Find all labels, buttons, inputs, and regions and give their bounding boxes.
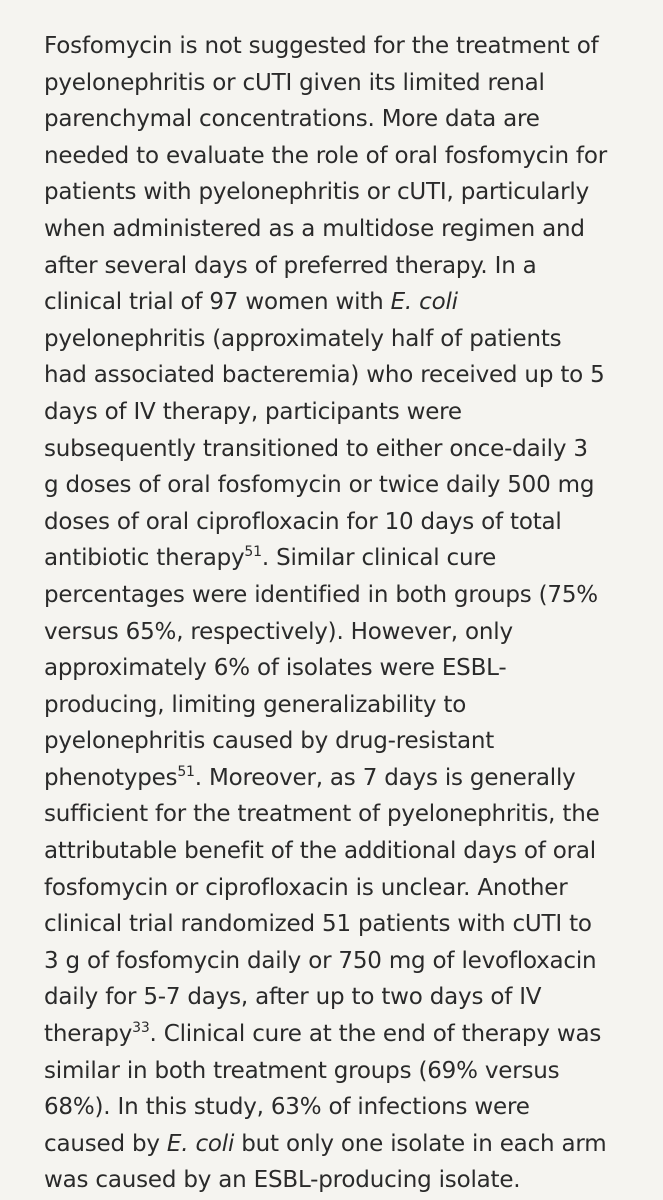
text-line: days of IV therapy, participants were (44, 398, 462, 425)
text-line: phenotypes$^{51}$. Moreover, as 7 days is generally (44, 763, 576, 791)
text-line: versus 65%, respectively). However, only (44, 618, 513, 645)
text-line: doses of oral ciprofloxacin for 10 days of total (44, 508, 562, 535)
text-line: when administered as a multidose regimen and (44, 215, 585, 242)
text-line: antibiotic therapy$^{51}$. Similar clinical cure (44, 544, 497, 572)
text-line: fosfomycin or ciprofloxacin is unclear. Another (44, 874, 568, 901)
text-line: had associated bacteremia) who received up to 5 (44, 362, 605, 389)
text-line: similar in both treatment groups (69% versus (44, 1057, 560, 1084)
text-line: clinical trial of 97 women with E. coli (44, 289, 458, 316)
text-line: therapy$^{33}$. Clinical cure at the end of therapy was (44, 1020, 602, 1048)
text-line: parenchymal concentrations. More data are (44, 106, 540, 133)
text-line: 3 g of fosfomycin daily or 750 mg of levofloxacin (44, 947, 597, 974)
text-line: producing, limiting generalizability to (44, 691, 467, 718)
citation-superscript: 51 (177, 763, 195, 780)
text-line: approximately 6% of isolates were ESBL- (44, 655, 507, 682)
text-line: was caused by an ESBL-producing isolate. (44, 1167, 521, 1194)
text-line: 68%). In this study, 63% of infections were (44, 1094, 530, 1121)
text-line: needed to evaluate the role of oral fosfomycin for (44, 142, 607, 169)
text-line: daily for 5-7 days, after up to two days of IV (44, 984, 542, 1011)
text-line: attributable benefit of the additional days of oral (44, 838, 596, 865)
text-line: caused by E. coli but only one isolate in each arm (44, 1130, 607, 1157)
text-line: clinical trial randomized 51 patients with cUTI to (44, 911, 592, 938)
text-line: pyelonephritis (approximately half of patients (44, 325, 562, 352)
organism-name: E. coli (166, 1130, 235, 1157)
text-line: pyelonephritis caused by drug-resistant (44, 728, 495, 755)
text-line: pyelonephritis or cUTI given its limited renal (44, 69, 545, 96)
text-line: subsequently transitioned to either once-daily 3 (44, 435, 588, 462)
text-line: patients with pyelonephritis or cUTI, particularly (44, 179, 590, 206)
text-line: Fosfomycin is not suggested for the treatment of (44, 33, 599, 59)
text-line: g doses of oral fosfomycin or twice daily 500 mg (44, 472, 595, 499)
body-paragraph (44, 28, 633, 1199)
citation-superscript: 51 (244, 544, 262, 561)
text-line: after several days of preferred therapy. In a (44, 252, 537, 279)
text-line: sufficient for the treatment of pyelonephritis, the (44, 801, 600, 828)
citation-superscript: 33 (132, 1020, 150, 1037)
organism-name: E. coli (390, 289, 458, 316)
text-line: percentages were identified in both groups (75% (44, 581, 598, 608)
